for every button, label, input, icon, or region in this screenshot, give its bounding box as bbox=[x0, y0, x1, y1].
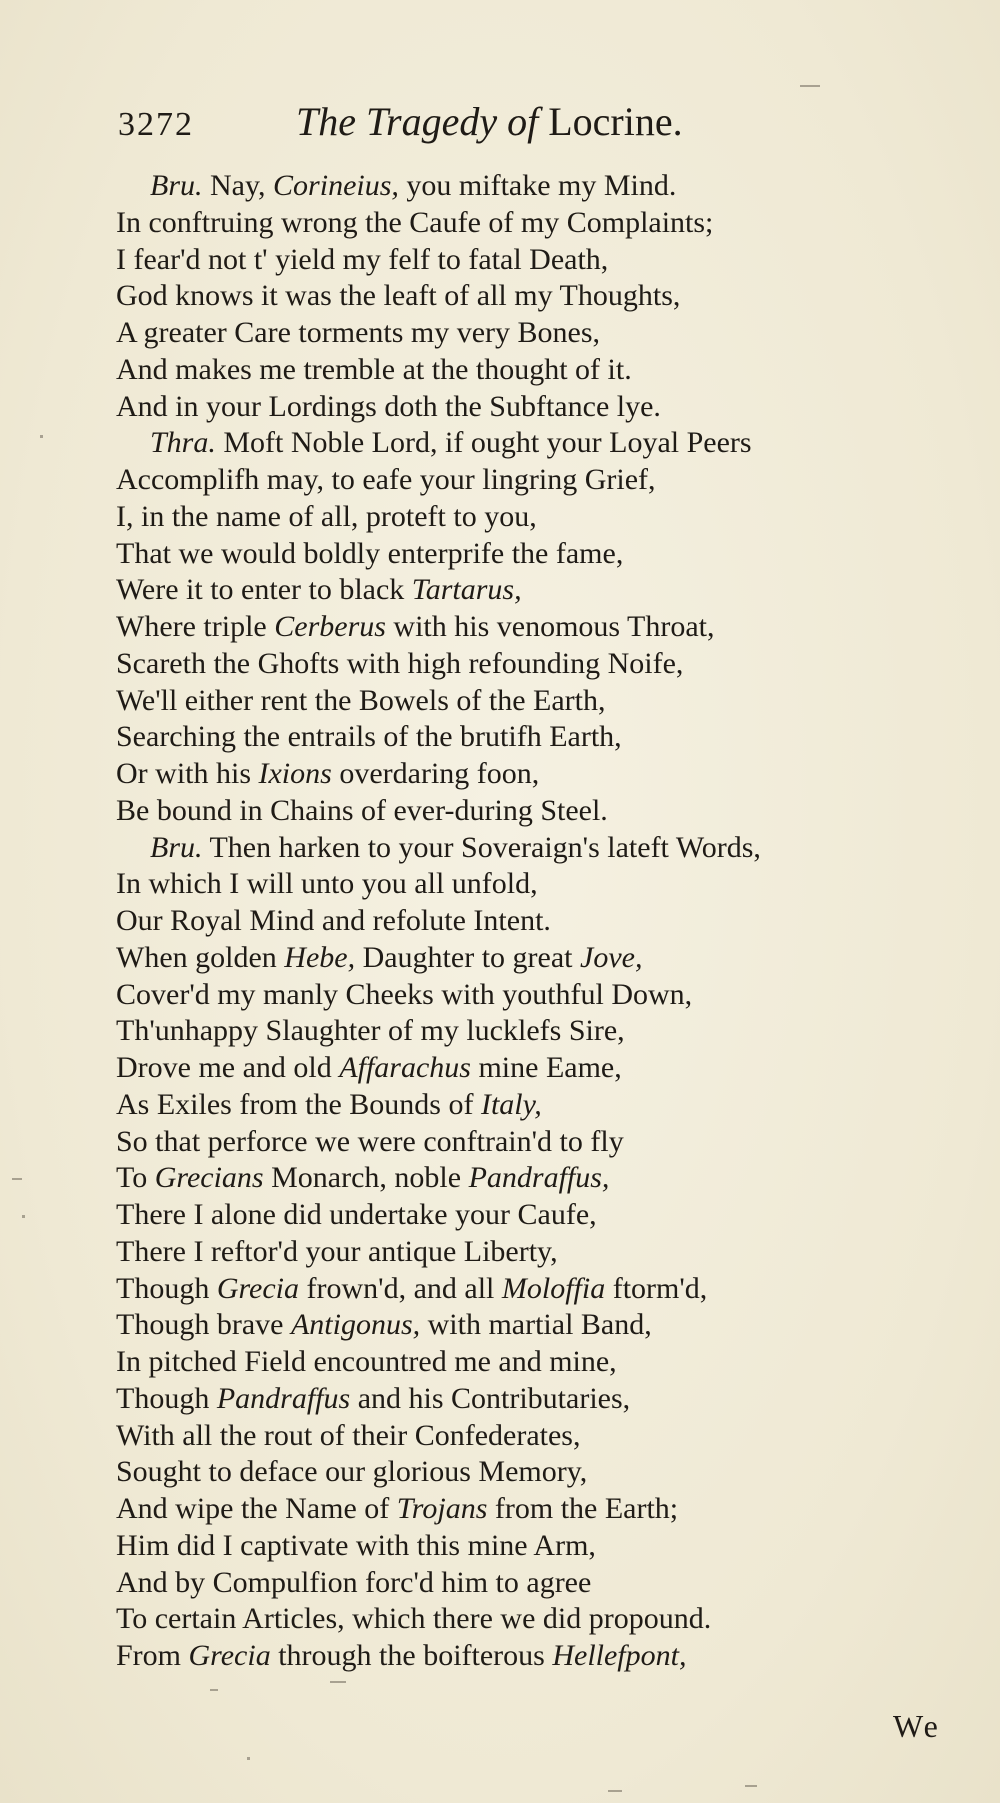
text-run: And makes me tremble at the thought of it. bbox=[116, 352, 632, 386]
text-run: frown'd, and all bbox=[299, 1271, 502, 1305]
text-run: In pitched Field encountred me and mine, bbox=[116, 1345, 617, 1378]
verse-line bbox=[116, 1528, 976, 1565]
text-run: God knows it was the leaft of all my Thoughts, bbox=[116, 279, 681, 313]
catchword: We bbox=[893, 1708, 941, 1744]
verse-line bbox=[116, 499, 976, 536]
verse-line bbox=[116, 609, 976, 646]
text-run: Searching the entrails of the brutifh Earth, bbox=[116, 720, 622, 754]
verse-line bbox=[116, 1418, 976, 1455]
verse-line bbox=[116, 1160, 976, 1197]
verse-line bbox=[116, 462, 976, 499]
italic-run: Grecians bbox=[154, 1161, 264, 1195]
text-run: In conftruing wrong the Caufe of my Complaints; bbox=[116, 205, 714, 239]
verse-line bbox=[116, 1197, 976, 1234]
text-run: That we would boldly enterprife the fame, bbox=[116, 536, 624, 570]
running-title bbox=[296, 98, 683, 145]
italic-run: Cerberus bbox=[274, 610, 386, 643]
italic-run: Hellefpont, bbox=[552, 1639, 687, 1672]
text-run: overdaring foon, bbox=[331, 757, 540, 790]
text-run: In which I will unto you all unfold, bbox=[116, 867, 538, 901]
text-run: There I alone did undertake your Caufe, bbox=[116, 1198, 597, 1231]
text-run: with martial Band, bbox=[420, 1308, 652, 1342]
italic-run: Jove, bbox=[580, 940, 643, 974]
italic-run: Bru. bbox=[150, 169, 203, 202]
text-run: To bbox=[116, 1161, 155, 1195]
verse-line bbox=[116, 866, 976, 903]
verse-line bbox=[116, 1271, 976, 1308]
text-run: Though bbox=[116, 1271, 217, 1305]
text-run: With all the rout of their Confederates, bbox=[116, 1418, 581, 1452]
text-run: with his venomous Throat, bbox=[385, 610, 715, 643]
italic-run: Pandraffus bbox=[216, 1381, 351, 1415]
italic-run: Trojans bbox=[396, 1492, 488, 1525]
italic-run: Bru. bbox=[150, 830, 203, 864]
text-run: I, in the name of all, proteft to you, bbox=[116, 499, 537, 533]
text-run: As Exiles from the Bounds of bbox=[116, 1087, 481, 1121]
italic-run: Hebe, bbox=[284, 940, 356, 974]
text-run: From bbox=[116, 1639, 189, 1672]
text-run: Daughter to great bbox=[355, 940, 580, 974]
verse-text bbox=[116, 168, 976, 1675]
text-run: Scareth the Ghofts with high refounding Noife, bbox=[116, 646, 684, 680]
page-number: 3272 bbox=[118, 106, 194, 143]
verse-line bbox=[116, 977, 976, 1014]
text-run: Though bbox=[116, 1381, 217, 1415]
text-run: And in your Lordings doth the Subftance lye. bbox=[116, 389, 661, 423]
verse-line bbox=[116, 536, 976, 573]
text-run: Moft Noble Lord, if ought your Loyal Peers bbox=[215, 426, 752, 460]
text-run: Drove me and old bbox=[116, 1051, 340, 1084]
italic-run: Tartarus, bbox=[411, 573, 522, 607]
verse-line bbox=[116, 1491, 976, 1528]
text-run: you miftake my Mind. bbox=[398, 169, 677, 202]
text-run: To certain Articles, which there we did propound. bbox=[116, 1602, 712, 1636]
text-run: Nay, bbox=[202, 169, 274, 202]
verse-line bbox=[116, 242, 976, 279]
text-run: mine Eame, bbox=[470, 1051, 622, 1084]
verse-line bbox=[116, 278, 976, 315]
text-run: And by Compulfion forc'd him to agree bbox=[116, 1565, 592, 1599]
text-run: Cover'd my manly Cheeks with youthful Down, bbox=[116, 977, 693, 1011]
verse-line bbox=[116, 683, 976, 720]
verse-line bbox=[116, 1454, 976, 1491]
text-run: Or with his bbox=[116, 757, 259, 790]
text-run: Accomplifh may, to eafe your lingring Grief, bbox=[116, 463, 656, 496]
italic-run: Ixions bbox=[258, 757, 332, 790]
verse-line bbox=[116, 1638, 976, 1675]
verse-line bbox=[116, 425, 976, 462]
italic-run: Thra. bbox=[150, 426, 216, 460]
verse-line bbox=[116, 205, 976, 242]
text-run: from the Earth; bbox=[487, 1492, 679, 1525]
running-title-roman: Locrine. bbox=[548, 99, 683, 144]
running-title-italic: The Tragedy of bbox=[296, 99, 539, 144]
paper-speck bbox=[210, 1689, 218, 1691]
verse-line bbox=[116, 315, 976, 352]
text-run: We'll either rent the Bowels of the Earth, bbox=[116, 683, 606, 717]
verse-line bbox=[116, 1013, 976, 1050]
text-run: ftorm'd, bbox=[605, 1271, 708, 1305]
italic-run: Italy, bbox=[480, 1087, 542, 1121]
verse-line bbox=[116, 1087, 976, 1124]
verse-line bbox=[116, 903, 976, 940]
italic-run: Moloffia bbox=[501, 1271, 606, 1305]
paper-speck bbox=[22, 1215, 25, 1218]
text-run: and his Contributaries, bbox=[350, 1381, 631, 1415]
text-run: Then harken to your Soveraign's lateft Words, bbox=[202, 830, 761, 864]
verse-line bbox=[116, 793, 976, 830]
italic-run: Grecia bbox=[188, 1639, 271, 1672]
text-run: A greater Care torments my very Bones, bbox=[116, 316, 601, 349]
verse-line bbox=[116, 1344, 976, 1381]
verse-line bbox=[116, 168, 976, 205]
paper-speck bbox=[608, 1790, 622, 1792]
paper-speck bbox=[800, 85, 820, 87]
paper-speck bbox=[12, 1178, 22, 1180]
text-run: Sought to deface our glorious Memory, bbox=[116, 1455, 588, 1489]
verse-line bbox=[116, 389, 976, 426]
text-run: When golden bbox=[116, 940, 285, 974]
verse-line bbox=[116, 572, 976, 609]
text-run: Be bound in Chains of ever-during Steel. bbox=[116, 793, 608, 827]
italic-run: Affarachus bbox=[339, 1051, 471, 1084]
verse-line bbox=[116, 830, 976, 867]
verse-line bbox=[116, 646, 976, 683]
text-run: I fear'd not t' yield my felf to fatal Death, bbox=[116, 242, 609, 276]
italic-run: Pandraffus, bbox=[468, 1161, 610, 1195]
text-run: Our Royal Mind and refolute Intent. bbox=[116, 904, 551, 937]
verse-line bbox=[116, 352, 976, 389]
italic-run: Corineius, bbox=[273, 169, 399, 202]
italic-run: Antigonus, bbox=[290, 1308, 421, 1342]
text-run: Monarch, noble bbox=[263, 1161, 469, 1195]
verse-line bbox=[116, 1234, 976, 1271]
paper-speck bbox=[745, 1785, 757, 1787]
verse-line bbox=[116, 1601, 976, 1638]
text-run: Th'unhappy Slaughter of my lucklefs Sire, bbox=[116, 1014, 625, 1048]
paper-speck bbox=[247, 1757, 250, 1760]
paper-speck bbox=[330, 1681, 346, 1683]
paper-speck bbox=[40, 435, 43, 438]
text-run: Where triple bbox=[116, 610, 275, 643]
verse-line bbox=[116, 1565, 976, 1602]
verse-line bbox=[116, 1381, 976, 1418]
verse-line bbox=[116, 1307, 976, 1344]
verse-line bbox=[116, 1124, 976, 1161]
italic-run: Grecia bbox=[216, 1271, 300, 1305]
text-run: Though brave bbox=[116, 1308, 291, 1342]
text-run: Him did I captivate with this mine Arm, bbox=[116, 1528, 596, 1562]
text-run: And wipe the Name of bbox=[116, 1492, 397, 1525]
verse-line bbox=[116, 940, 976, 977]
verse-line bbox=[116, 1050, 976, 1087]
running-header bbox=[118, 98, 683, 145]
verse-line bbox=[116, 719, 976, 756]
text-run: through the boifterous bbox=[270, 1639, 553, 1672]
text-run: There I reftor'd your antique Liberty, bbox=[116, 1234, 558, 1268]
text-run: So that perforce we were conftrain'd to fly bbox=[116, 1124, 624, 1158]
text-run: Were it to enter to black bbox=[116, 573, 412, 607]
verse-line bbox=[116, 756, 976, 793]
